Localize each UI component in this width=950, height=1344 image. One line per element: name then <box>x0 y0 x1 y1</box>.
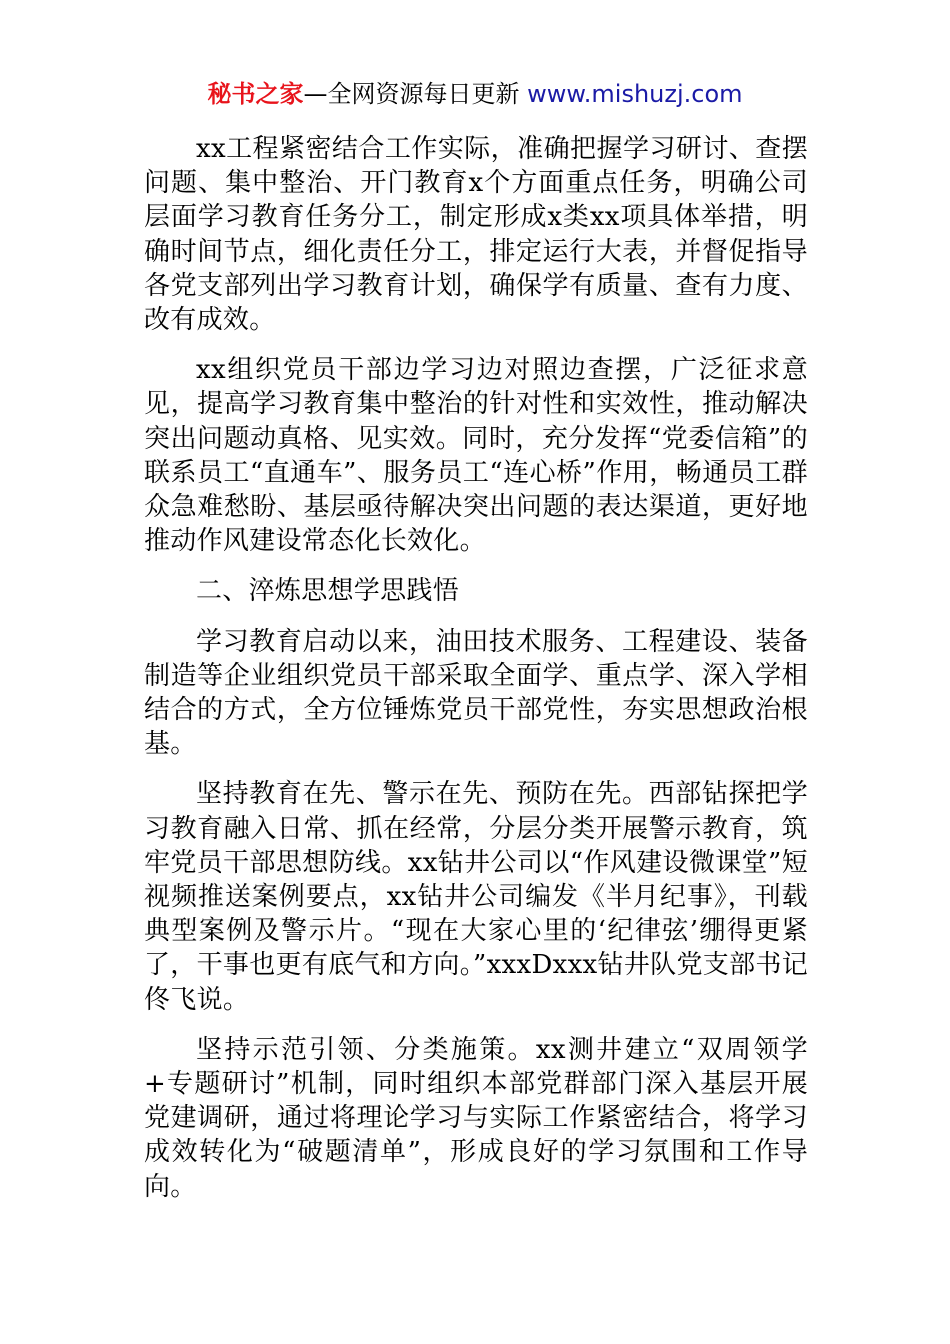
paragraph-2: xx组织党员干部边学习边对照边查摆，广泛征求意见，提高学习教育集中整治的针对性和实效性，推动解决突出问题动真格、见实效。同时，充分发挥“党委信箱”的联系员工“直通车”、服务员工“连心桥”作用，畅通员工群众急难愁盼、基层亟待解决突出问题的表达渠道，更好地推动作风建设常态化长效化。 <box>144 355 808 557</box>
paragraph-3: 学习教育启动以来，油田技术服务、工程建设、装备制造等企业组织党员干部采取全面学、重点学、深入学相结合的方式，全方位锤炼党员干部党性，夯实思想政治根基。 <box>144 626 808 760</box>
document-body <box>144 132 808 1220</box>
site-url-link[interactable]: www.mishuzj.com <box>527 80 743 108</box>
site-header <box>0 76 950 112</box>
section-heading: 二、淬炼思想学思践悟 <box>196 576 460 607</box>
paragraph-4: 坚持教育在先、警示在先、预防在先。西部钻探把学习教育融入日常、抓在经常，分层分类开展警示教育，筑牢党员干部思想防线。xx钻井公司以“作风建设微课堂”短视频推送案例要点，xx钻井公司编发《半月纪事》，刊载典型案例及警示片。“现在大家心里的‘纪律弦’绷得更紧了，干事也更有底气和方向。”xxxDxxx钻井队党支部书记佟飞说。 <box>144 779 808 1015</box>
site-brand: 秘书之家 <box>207 80 304 108</box>
paragraph-5: 坚持示范引领、分类施策。xx测井建立“双周领学+专题研讨”机制，同时组织本部党群部门深入基层开展党建调研，通过将理论学习与实际工作紧密结合，将学习成效转化为“破题清单”，形成良好的学习氛围和工作导向。 <box>144 1034 808 1202</box>
paragraph-1: xx工程紧密结合工作实际，准确把握学习研讨、查摆问题、集中整治、开门教育x个方面重点任务，明确公司层面学习教育任务分工，制定形成x类xx项具体举措，明确时间节点，细化责任分工，排定运行大表，并督促指导各党支部列出学习教育计划，确保学有质量、查有力度、改有成效。 <box>144 134 808 336</box>
site-tagline: —全网资源每日更新 <box>303 80 528 108</box>
